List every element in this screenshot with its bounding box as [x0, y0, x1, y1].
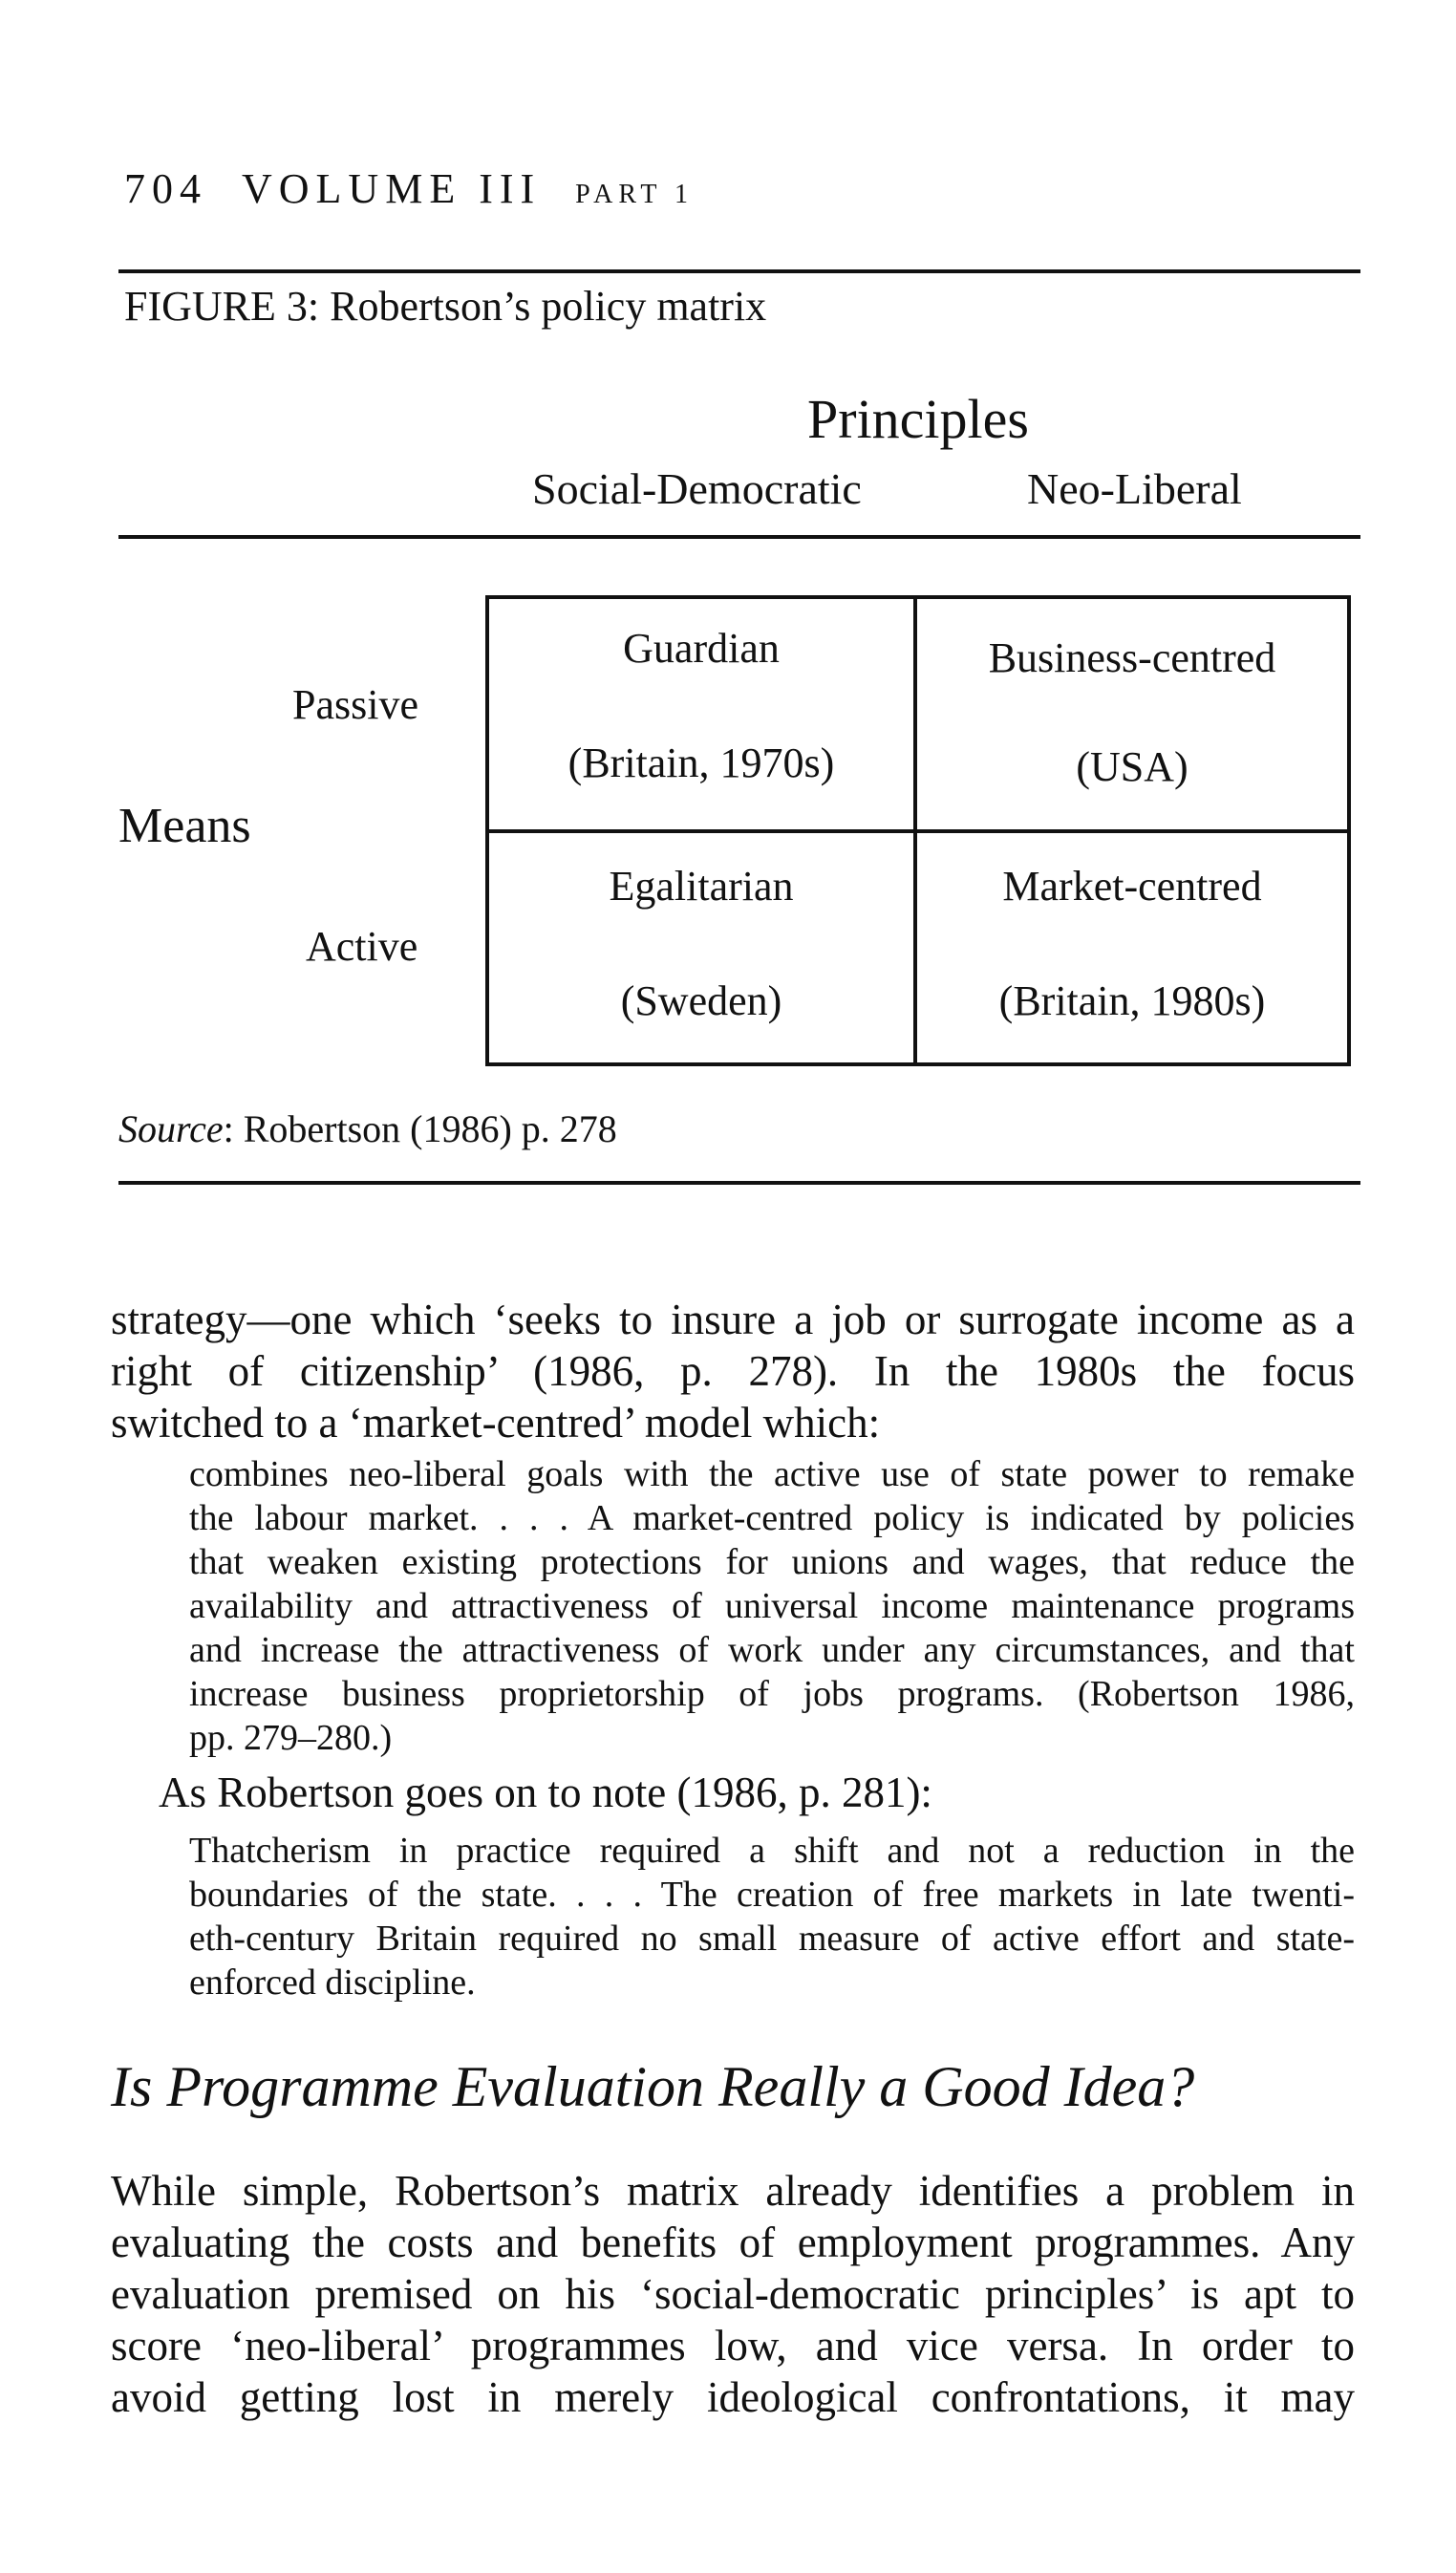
paragraph-1-line: right of citizenship’ (1986, p. 278). In the 1980s the focus	[111, 1347, 1355, 1395]
page-number: 704	[124, 165, 207, 212]
figure-top-rule	[118, 269, 1360, 273]
source-label: Source	[118, 1107, 224, 1150]
running-header	[124, 164, 694, 213]
cell-egalitarian-title: Egalitarian	[609, 863, 794, 910]
paragraph-2: As Robertson goes on to note (1986, p. 281):	[159, 1769, 932, 1816]
quote-1-line: the labour market. . . . A market-centred policy is indicated by policies	[189, 1498, 1355, 1538]
volume-label: VOLUME III	[242, 165, 542, 212]
quote-2-line: Thatcherism in practice required a shift and not a reduction in the	[189, 1831, 1355, 1871]
figure-source	[118, 1106, 617, 1151]
paragraph-3-line: evaluation premised on his ‘social-democratic principles’ is apt to	[111, 2270, 1355, 2318]
cell-guardian-example: (Britain, 1970s)	[567, 740, 835, 786]
row-group-label: Means	[118, 799, 251, 853]
quote-1-line: availability and attractiveness of universal income maintenance programs	[189, 1586, 1355, 1626]
part-label: PART 1	[575, 180, 694, 209]
column-header-rule	[118, 535, 1360, 539]
cell-market-centred-title: Market-centred	[1002, 863, 1262, 910]
cell-business-centred-example: (USA)	[1076, 743, 1188, 790]
cell-egalitarian-example: (Sweden)	[620, 977, 782, 1024]
policy-matrix	[485, 595, 1351, 1066]
paragraph-1-line: switched to a ‘market-centred’ model which:	[111, 1399, 881, 1447]
paragraph-3-line: evaluating the costs and benefits of employment programmes. Any	[111, 2219, 1355, 2266]
cell-business-centred-title: Business-centred	[988, 634, 1276, 681]
paragraph-3-line: While simple, Robertson’s matrix already identifies a problem in	[111, 2167, 1355, 2215]
paragraph-3-line: score ‘neo-liberal’ programmes low, and vice versa. In order to	[111, 2322, 1355, 2369]
quote-2-line: eth-century Britain required no small measure of active effort and state-	[189, 1919, 1355, 1959]
quote-2-line: enforced discipline.	[189, 1962, 476, 2003]
paragraph-3-line: avoid getting lost in merely ideological confrontations, it may	[111, 2373, 1355, 2421]
matrix-horizontal-divider	[489, 829, 1347, 833]
section-heading: Is Programme Evaluation Really a Good Idea?	[111, 2055, 1195, 2118]
figure-bottom-rule	[118, 1181, 1360, 1185]
quote-1-line: pp. 279–280.)	[189, 1718, 393, 1758]
quote-1-line: that weaken existing protections for unions and wages, that reduce the	[189, 1542, 1355, 1582]
quote-1-line: combines neo-liberal goals with the active use of state power to remake	[189, 1454, 1355, 1494]
figure-caption: FIGURE 3: Robertson’s policy matrix	[124, 283, 767, 330]
row-label-passive: Passive	[292, 681, 418, 728]
row-label-active: Active	[306, 923, 418, 970]
quote-2-line: boundaries of the state. . . . The creation of free markets in late twenti-	[189, 1875, 1355, 1915]
column-header-neo-liberal: Neo-Liberal	[1027, 464, 1242, 513]
cell-market-centred-example: (Britain, 1980s)	[998, 977, 1266, 1024]
quote-1-line: and increase the attractiveness of work under any circumstances, and that	[189, 1630, 1355, 1670]
quote-1-line: increase business proprietorship of jobs programs. (Robertson 1986,	[189, 1674, 1355, 1714]
column-group-label: Principles	[807, 388, 1029, 450]
cell-guardian-title: Guardian	[623, 625, 780, 672]
source-text: : Robertson (1986) p. 278	[223, 1107, 617, 1150]
column-header-social-democratic: Social-Democratic	[532, 464, 862, 513]
paragraph-1-line: strategy—one which ‘seeks to insure a job or surrogate income as a	[111, 1296, 1355, 1343]
